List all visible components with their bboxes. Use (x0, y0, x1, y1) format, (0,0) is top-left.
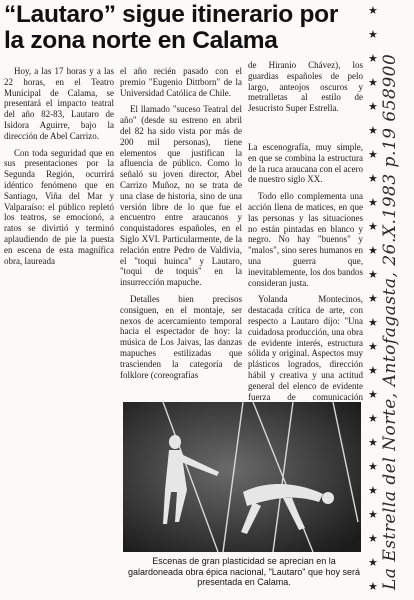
paragraph: Detalles bien precisos consiguen, en el montaje, ser nexos de acercamiento temporal hacia el espectador de hoy: la música de Los Jaivas, las danzas mapuches estilizadas que trascienden la categoría de folklore (coreografías (120, 293, 242, 380)
star-icon: ★ (368, 508, 378, 521)
paragraph: La escenografía, muy simple, en que se combina la estructura de la ruca araucana con el acero de nuestro siglo XX. (248, 142, 363, 185)
dancers-image (123, 402, 361, 552)
star-icon: ★ (368, 100, 378, 113)
star-icon: ★ (368, 340, 378, 353)
paragraph: Hoy, a las 17 horas y a las 22 horas, en el Teatro Municipal de Calama, se presentará el impacto teatral del año 82-83, Lautaro de Isidora Aguirre, bajo la dirección de Abel Carrizo. (4, 66, 114, 141)
paragraph: El llamado "suceso Teatral del año" (desde su estreno en abril del 82 ha sido vista por más de 200 mil personas), tiene elementos que justifican la afluencia de público. Como lo señaló su joven director, Abel Carrizo Muñoz, no se trata de una clase de historia, sino de una versión libre de lo que fue el encuentro entre araucanos y conquistadores españoles, en el Siglo XVI. Particularmente, de la relación entre Pedro de Valdivia, el "toqui huinca" y Lautaro, "toqui de toquis" en la insurrección mapuche. (120, 104, 242, 288)
star-icon: ★ (368, 172, 378, 185)
photo-caption: Escenas de gran plasticidad se aprecian en la galardoneada obra épica nacional, "Lautaro" que hoy será presentada en Calama. (127, 556, 361, 587)
column-3 (248, 142, 363, 419)
star-icon: ★ (368, 148, 378, 161)
star-icon: ★ (368, 292, 378, 305)
star-icon: ★ (368, 316, 378, 329)
star-icon: ★ (368, 76, 378, 89)
paragraph: Todo ello complementa una acción llena de matices, en que las personas y las situaciones no están pintadas en blanco y negro. No hay "buenos" y "malos", sino seres humanos en una guerra que, inevitablemente, los dos bandos consideran justa. (248, 191, 363, 288)
star-icon: ★ (368, 532, 378, 545)
star-icon: ★ (368, 436, 378, 449)
column-1 (4, 66, 114, 272)
paragraph: Con toda seguridad que en sus presentaciones por la Segunda Región, ocurrirá idéntico fenómeno que en Santiago, Viña del Mar y Valparaíso: el público repletó los teatros, se emocionó, a ratos se divirtió y terminó aplaudiendo de pie la puesta en escena de esta magnífica obra, laureada (4, 147, 114, 266)
handwritten-source-note: La Estrella del Norte, Antofagasta, 26.X.1983 p.19 658900 (380, 53, 400, 590)
star-icon: ★ (368, 580, 378, 593)
paragraph: de Hiranio Chávez), los guardias españoles de pelo largo, anteojos oscuros y metralletas al estilo de Jesucristo Super Estrella. (248, 60, 363, 114)
column-3-top (248, 60, 363, 120)
star-icon: ★ (368, 52, 378, 65)
star-icon: ★ (368, 220, 378, 233)
star-icon: ★ (368, 364, 378, 377)
star-icon: ★ (368, 268, 378, 281)
star-icon: ★ (368, 412, 378, 425)
star-icon: ★ (368, 244, 378, 257)
star-icon: ★ (368, 388, 378, 401)
headline: “Lautaro” sigue itinerario por la zona norte en Calama (4, 1, 339, 54)
star-icon: ★ (368, 460, 378, 473)
column-2 (120, 66, 242, 386)
star-icon: ★ (368, 4, 378, 17)
star-icon: ★ (368, 196, 378, 209)
star-icon: ★ (368, 124, 378, 137)
paragraph: Yolanda Montecinos, destacada crítica de arte, con respecto a Lautaro dijo: "Una cuidadosa producción, una obra de evidente interés, estructura sólida y original. Aspectos muy plásticos logrados, dirección hábil y creativa y una actitud general del elenco de evidente fuerza de comunicación (248, 294, 363, 402)
star-icon: ★ (368, 556, 378, 569)
star-icon: ★ (368, 28, 378, 41)
star-icon: ★ (368, 484, 378, 497)
stage-photo (123, 402, 361, 552)
paragraph: el año recién pasado con el premio "Eugenio Dittborn" de la Universidad Católica de Chile. (120, 66, 242, 98)
